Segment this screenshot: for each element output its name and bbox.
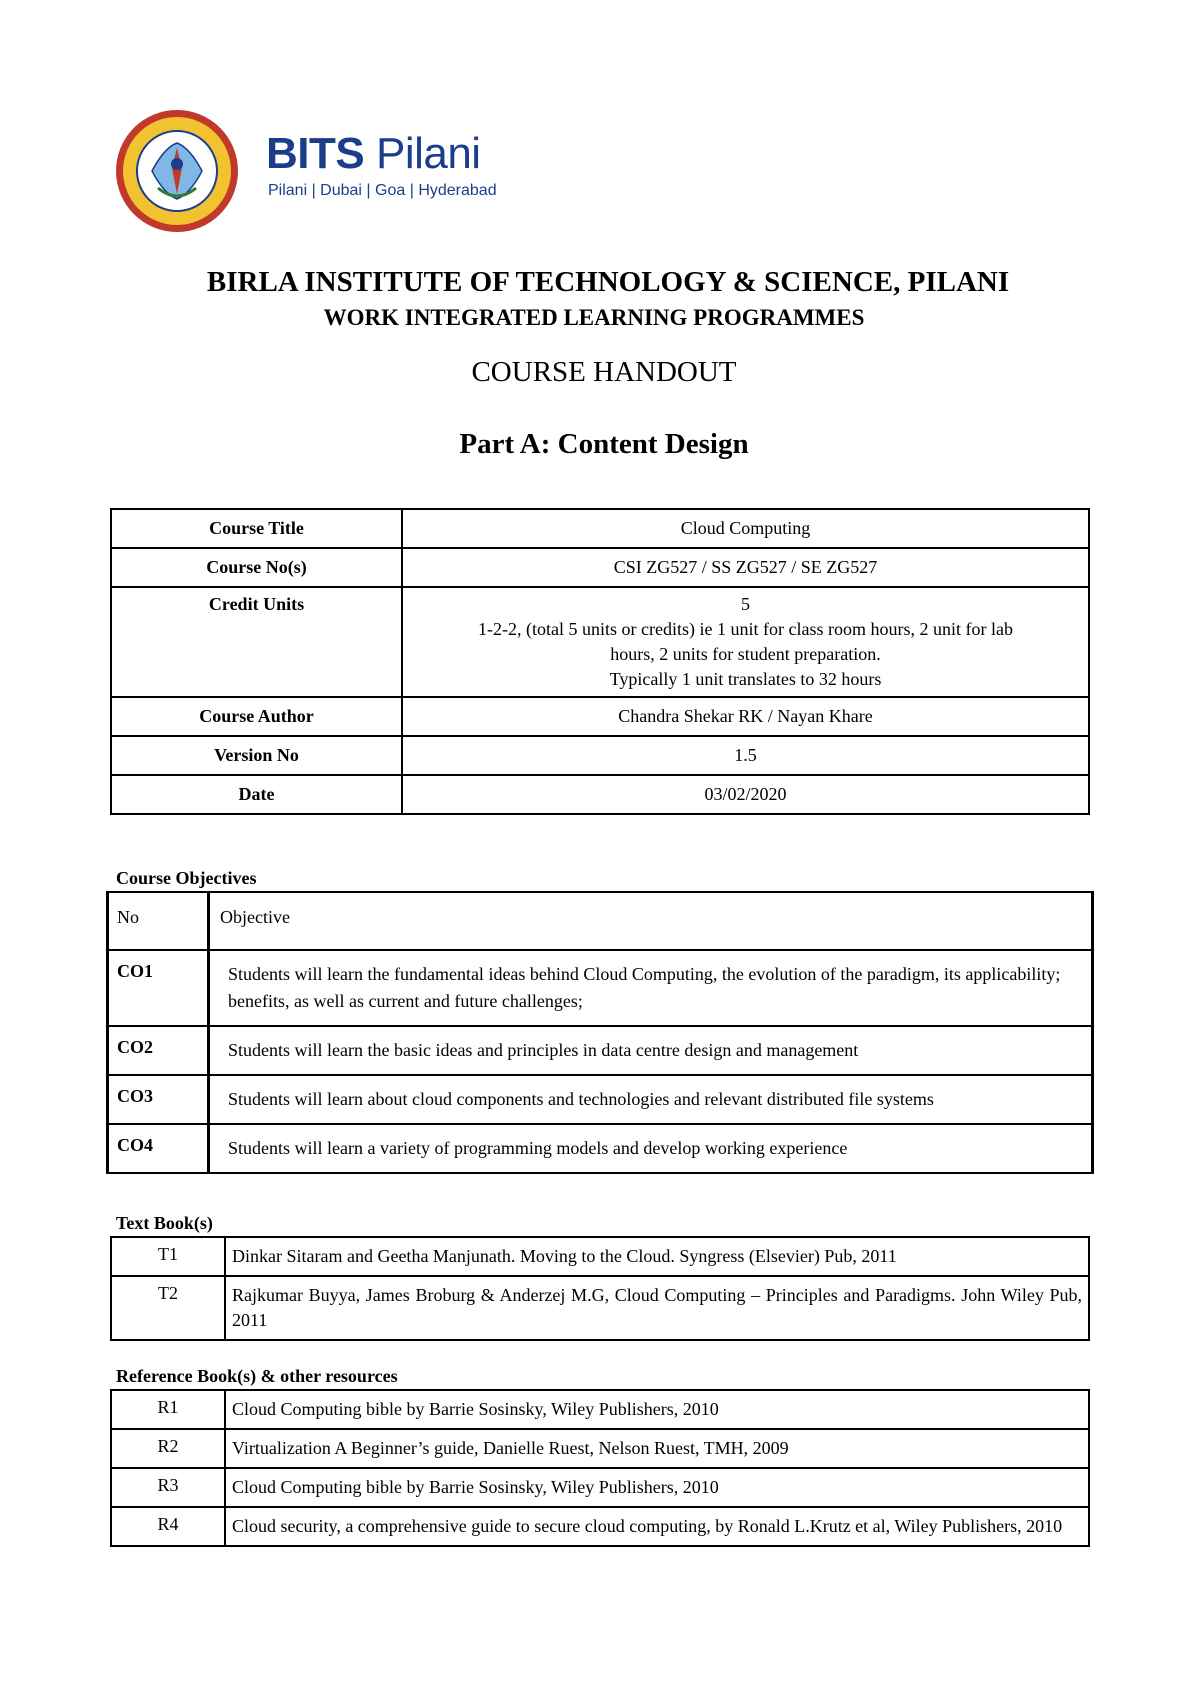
reference-citation: Cloud Computing bible by Barrie Sosinsky, Wiley Publishers, 2010 — [225, 1468, 1089, 1507]
objective-text: Students will learn about cloud components and technologies and relevant distributed file systems — [209, 1075, 1093, 1124]
table-row — [111, 1468, 1089, 1507]
reference-id: R2 — [111, 1429, 225, 1468]
textbooks-heading: Text Book(s) — [116, 1213, 213, 1233]
reference-citation: Virtualization A Beginner’s guide, Danielle Ruest, Nelson Ruest, TMH, 2009 — [225, 1429, 1089, 1468]
references-table — [110, 1389, 1090, 1547]
objective-text: Students will learn a variety of programming models and develop working experience — [209, 1124, 1093, 1173]
objective-id: CO4 — [108, 1124, 209, 1173]
logo-wordmark: BITS Pilani — [266, 129, 481, 178]
version-value: 1.5 — [402, 736, 1089, 775]
reference-citation: Cloud Computing bible by Barrie Sosinsky, Wiley Publishers, 2010 — [225, 1390, 1089, 1429]
course-title-label: Course Title — [111, 509, 402, 548]
reference-id: R1 — [111, 1390, 225, 1429]
logo-campuses: Pilani | Dubai | Goa | Hyderabad — [268, 182, 497, 199]
document-type: COURSE HANDOUT — [471, 356, 737, 388]
table-row — [108, 1026, 1093, 1075]
textbooks-table — [110, 1236, 1090, 1341]
version-label: Version No — [111, 736, 402, 775]
textbook-id: T2 — [111, 1276, 225, 1340]
objective-id: CO1 — [108, 950, 209, 1026]
credit-line: 1-2-2, (total 5 units or credits) ie 1 unit for class room hours, 2 unit for lab — [478, 619, 1013, 639]
part-title: Part A: Content Design — [459, 428, 749, 460]
course-author-label: Course Author — [111, 697, 402, 736]
credit-line: hours, 2 units for student preparation. — [610, 644, 881, 664]
table-row — [111, 697, 1089, 736]
date-label: Date — [111, 775, 402, 814]
reference-id: R4 — [111, 1507, 225, 1546]
table-row — [111, 548, 1089, 587]
objective-id: CO2 — [108, 1026, 209, 1075]
course-info-table — [110, 508, 1090, 815]
table-header-row — [108, 892, 1093, 950]
credit-line: Typically 1 unit translates to 32 hours — [609, 669, 882, 689]
textbook-citation: Dinkar Sitaram and Geetha Manjunath. Moving to the Cloud. Syngress (Elsevier) Pub, 2011 — [225, 1237, 1089, 1276]
credit-units-value — [402, 587, 1089, 697]
objective-text: Students will learn the fundamental ideas behind Cloud Computing, the evolution of the paradigm, its applicability; benefits, as well as current and future challenges; — [209, 950, 1093, 1026]
column-header-objective: Objective — [209, 892, 1093, 950]
table-row — [111, 1507, 1089, 1546]
institute-name: BIRLA INSTITUTE OF TECHNOLOGY & SCIENCE, PILANI — [206, 266, 1010, 298]
course-number-value: CSI ZG527 / SS ZG527 / SE ZG527 — [402, 548, 1089, 587]
objective-text: Students will learn the basic ideas and principles in data centre design and management — [209, 1026, 1093, 1075]
objectives-heading: Course Objectives — [116, 868, 257, 888]
bits-seal-icon — [112, 108, 242, 234]
table-row — [111, 509, 1089, 548]
column-header-no: No — [108, 892, 209, 950]
textbook-id: T1 — [111, 1237, 225, 1276]
table-row — [111, 587, 1089, 697]
credit-total: 5 — [741, 594, 750, 614]
programme-name: WORK INTEGRATED LEARNING PROGRAMMES — [323, 305, 865, 330]
reference-citation: Cloud security, a comprehensive guide to secure cloud computing, by Ronald L.Krutz et al, Wiley Publishers, 2010 — [225, 1507, 1089, 1546]
table-row — [111, 1237, 1089, 1276]
table-row — [111, 775, 1089, 814]
credit-units-label: Credit Units — [111, 587, 402, 697]
table-row — [111, 1390, 1089, 1429]
course-number-label: Course No(s) — [111, 548, 402, 587]
course-title-value: Cloud Computing — [402, 509, 1089, 548]
references-heading: Reference Book(s) & other resources — [116, 1366, 398, 1386]
table-row — [108, 950, 1093, 1026]
textbook-citation: Rajkumar Buyya, James Broburg & Anderzej M.G, Cloud Computing – Principles and Paradigms. John Wiley Pub, 2011 — [225, 1276, 1089, 1340]
objective-id: CO3 — [108, 1075, 209, 1124]
table-row — [111, 736, 1089, 775]
reference-id: R3 — [111, 1468, 225, 1507]
objectives-table — [106, 891, 1094, 1174]
table-row — [111, 1276, 1089, 1340]
table-row — [108, 1124, 1093, 1173]
table-row — [111, 1429, 1089, 1468]
date-value: 03/02/2020 — [402, 775, 1089, 814]
course-author-value: Chandra Shekar RK / Nayan Khare — [402, 697, 1089, 736]
table-row — [108, 1075, 1093, 1124]
